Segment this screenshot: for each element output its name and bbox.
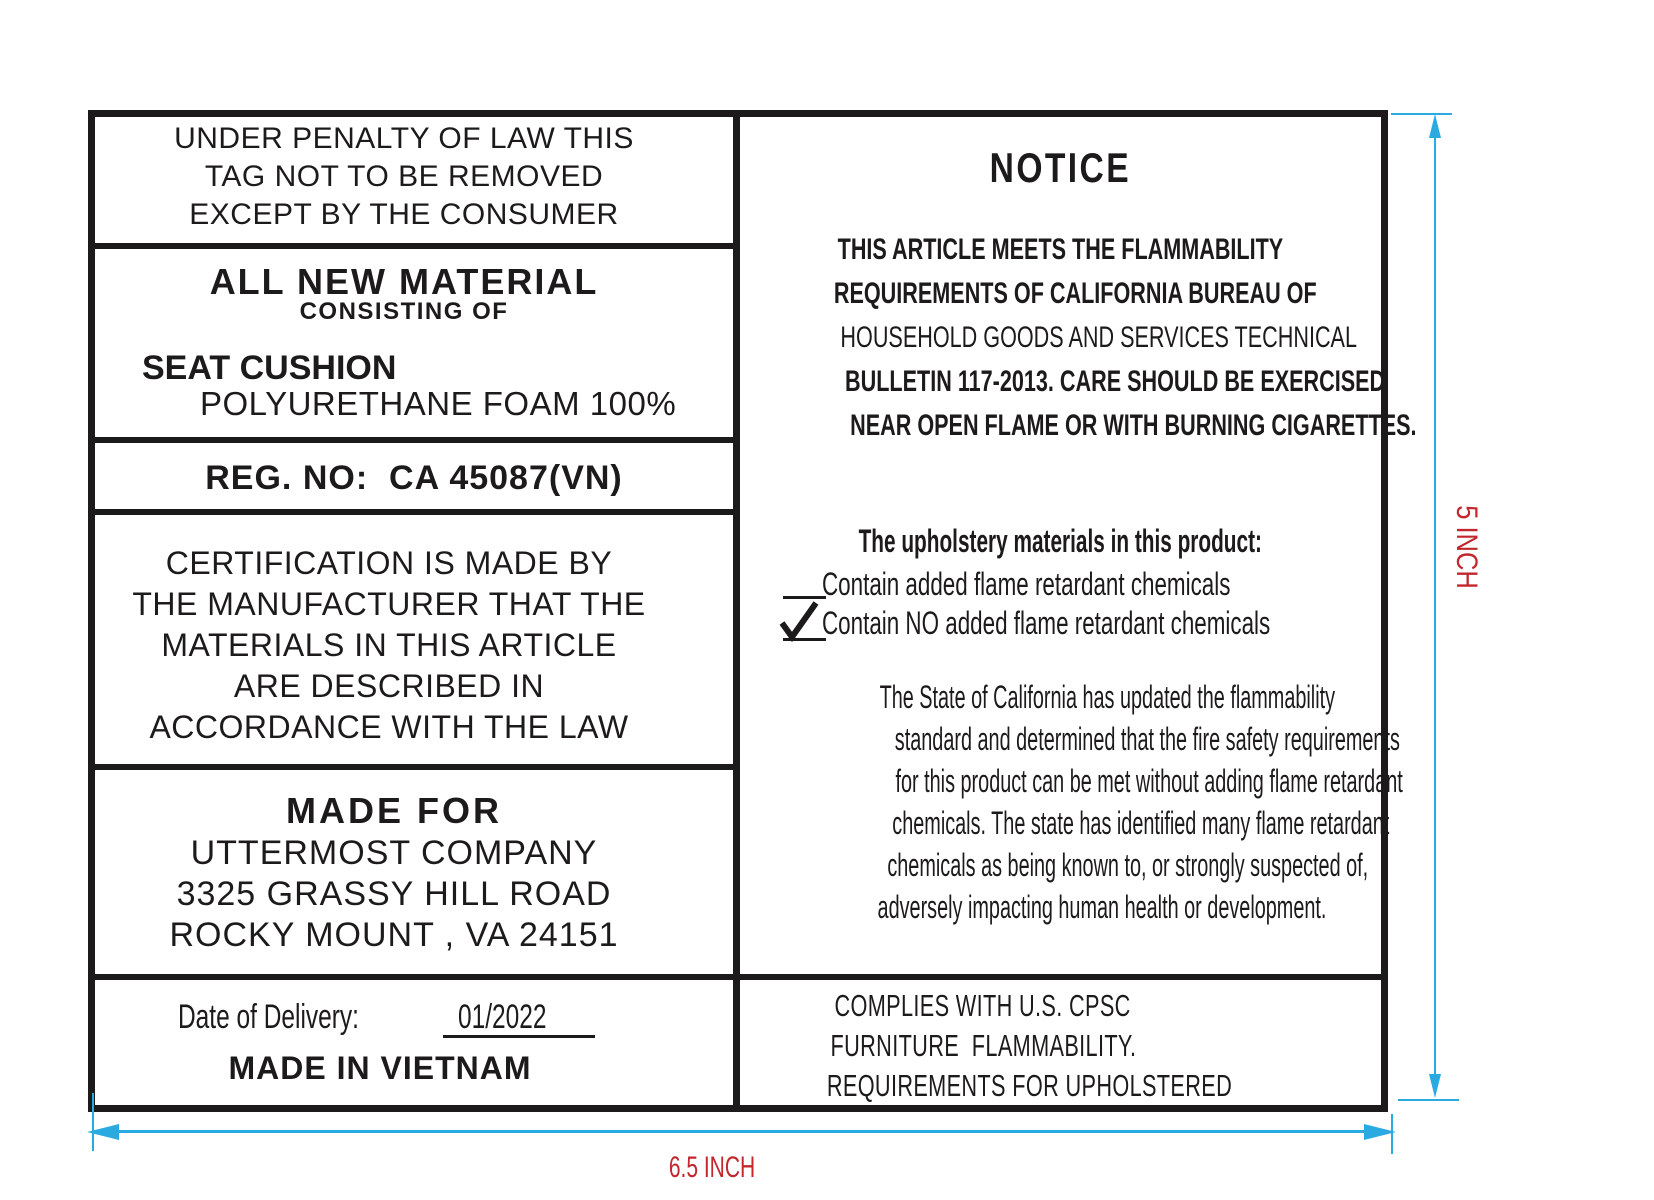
text-line: REQUIREMENTS OF CALIFORNIA BUREAU OF <box>833 277 1317 310</box>
text-line: THIS ARTICLE MEETS THE FLAMMABILITY <box>837 233 1284 266</box>
state-paragraph <box>740 676 1403 928</box>
notice-paragraph <box>740 228 1417 448</box>
height-dimension-bottom-tick <box>1398 1099 1459 1101</box>
text-line: UTTERMOST COMPANY <box>190 834 598 872</box>
text-line: UNDER PENALTY OF LAW THIS <box>174 122 634 155</box>
reg-no-text: REG. NO: CA 45087(VN) <box>205 459 623 497</box>
text-line: chemicals. The state has identified many flame retardant <box>892 805 1390 841</box>
reg-no <box>95 458 733 498</box>
text-line: ROCKY MOUNT , VA 24151 <box>169 916 619 954</box>
height-dimension-top-tick <box>1391 113 1452 115</box>
option-none-label: Contain NO added flame retardant chemicals <box>822 605 1271 641</box>
text-line: adversely impacting human health or development. <box>877 889 1327 925</box>
option-added-label: Contain added flame retardant chemicals <box>822 566 1231 602</box>
text-line: 3325 GRASSY HILL ROAD <box>176 875 612 913</box>
upholstery-heading-text: The upholstery materials in this product: <box>858 523 1263 559</box>
notice-title <box>740 146 1381 190</box>
delivery-value-underline <box>443 999 595 1038</box>
divider-certification <box>95 764 733 770</box>
origin-text <box>95 1051 665 1085</box>
certification-text <box>95 543 733 748</box>
text-line: CERTIFICATION IS MADE BY <box>165 545 613 581</box>
complies-paragraph <box>740 986 1381 1106</box>
text-line: EXCEPT BY THE CONSUMER <box>189 198 619 231</box>
width-dimension-left-extension <box>92 1093 94 1151</box>
text-line: ARE DESCRIBED IN <box>233 668 545 704</box>
material-subtitle <box>95 298 713 326</box>
divider-material <box>95 437 733 443</box>
made-for-title <box>95 791 733 831</box>
divider-penalty <box>95 243 733 249</box>
text-line: THE MANUFACTURER THAT THE <box>132 586 646 622</box>
material-item <box>142 350 396 386</box>
text-line: COMPLIES WITH U.S. CPSC <box>834 988 1132 1023</box>
text-line: FURNITURE FLAMMABILITY. <box>830 1028 1136 1063</box>
text-line: REQUIREMENTS FOR UPHOLSTERED <box>826 1068 1233 1103</box>
divider-regno <box>95 509 733 515</box>
material-title-text: ALL NEW MATERIAL <box>209 261 599 302</box>
text-line: for this product can be met without adding flame retardant <box>895 763 1403 799</box>
delivery-row <box>178 999 595 1038</box>
arrow-up-icon <box>1429 114 1441 138</box>
upholstery-heading <box>740 524 1381 558</box>
option-added-blank-underline <box>783 596 826 599</box>
origin-text-line: MADE IN VIETNAM <box>228 1050 532 1086</box>
width-dimension-label: 6.5 INCH <box>668 1151 756 1184</box>
text-line: HOUSEHOLD GOODS AND SERVICES TECHNICAL <box>840 321 1357 354</box>
notice-title-text: NOTICE <box>989 144 1132 191</box>
text-line: BULLETIN 117-2013. CARE SHOULD BE EXERCISED <box>845 365 1386 398</box>
arrow-right-icon <box>1364 1124 1396 1140</box>
material-item-text: SEAT CUSHION <box>142 349 397 387</box>
material-composition-text: POLYURETHANE FOAM 100% <box>200 385 677 422</box>
width-dimension-line <box>92 1130 1380 1133</box>
delivery-value: 01/2022 <box>457 998 547 1036</box>
material-title <box>95 262 713 302</box>
text-line: The State of California has updated the flammability <box>879 679 1336 715</box>
penalty-text <box>95 120 733 234</box>
height-dimension-line <box>1434 120 1436 1080</box>
text-line: ACCORDANCE WITH THE LAW <box>149 709 629 745</box>
material-subtitle-text: CONSISTING OF <box>299 298 509 325</box>
checkmark-icon <box>779 600 819 642</box>
option-none-row <box>822 606 1462 640</box>
material-composition <box>200 386 676 422</box>
made-for-address <box>95 833 733 956</box>
height-dimension-label: 5 INCH <box>1450 505 1483 589</box>
option-added-row <box>822 567 1405 601</box>
arrow-down-icon <box>1429 1074 1441 1098</box>
text-line: standard and determined that the fire safety requirements <box>894 721 1400 757</box>
divider-bottom-band <box>95 974 1381 980</box>
text-line: NEAR OPEN FLAME OR WITH BURNING CIGARETTES. <box>850 409 1417 442</box>
text-line: chemicals as being known to, or strongly suspected of, <box>887 847 1369 883</box>
arrow-left-icon <box>87 1124 119 1140</box>
text-line: TAG NOT TO BE REMOVED <box>204 160 604 193</box>
made-for-title-text: MADE FOR <box>286 790 502 831</box>
column-divider <box>733 110 740 1112</box>
delivery-label: Date of Delivery: <box>178 998 359 1036</box>
text-line: MATERIALS IN THIS ARTICLE <box>161 627 617 663</box>
